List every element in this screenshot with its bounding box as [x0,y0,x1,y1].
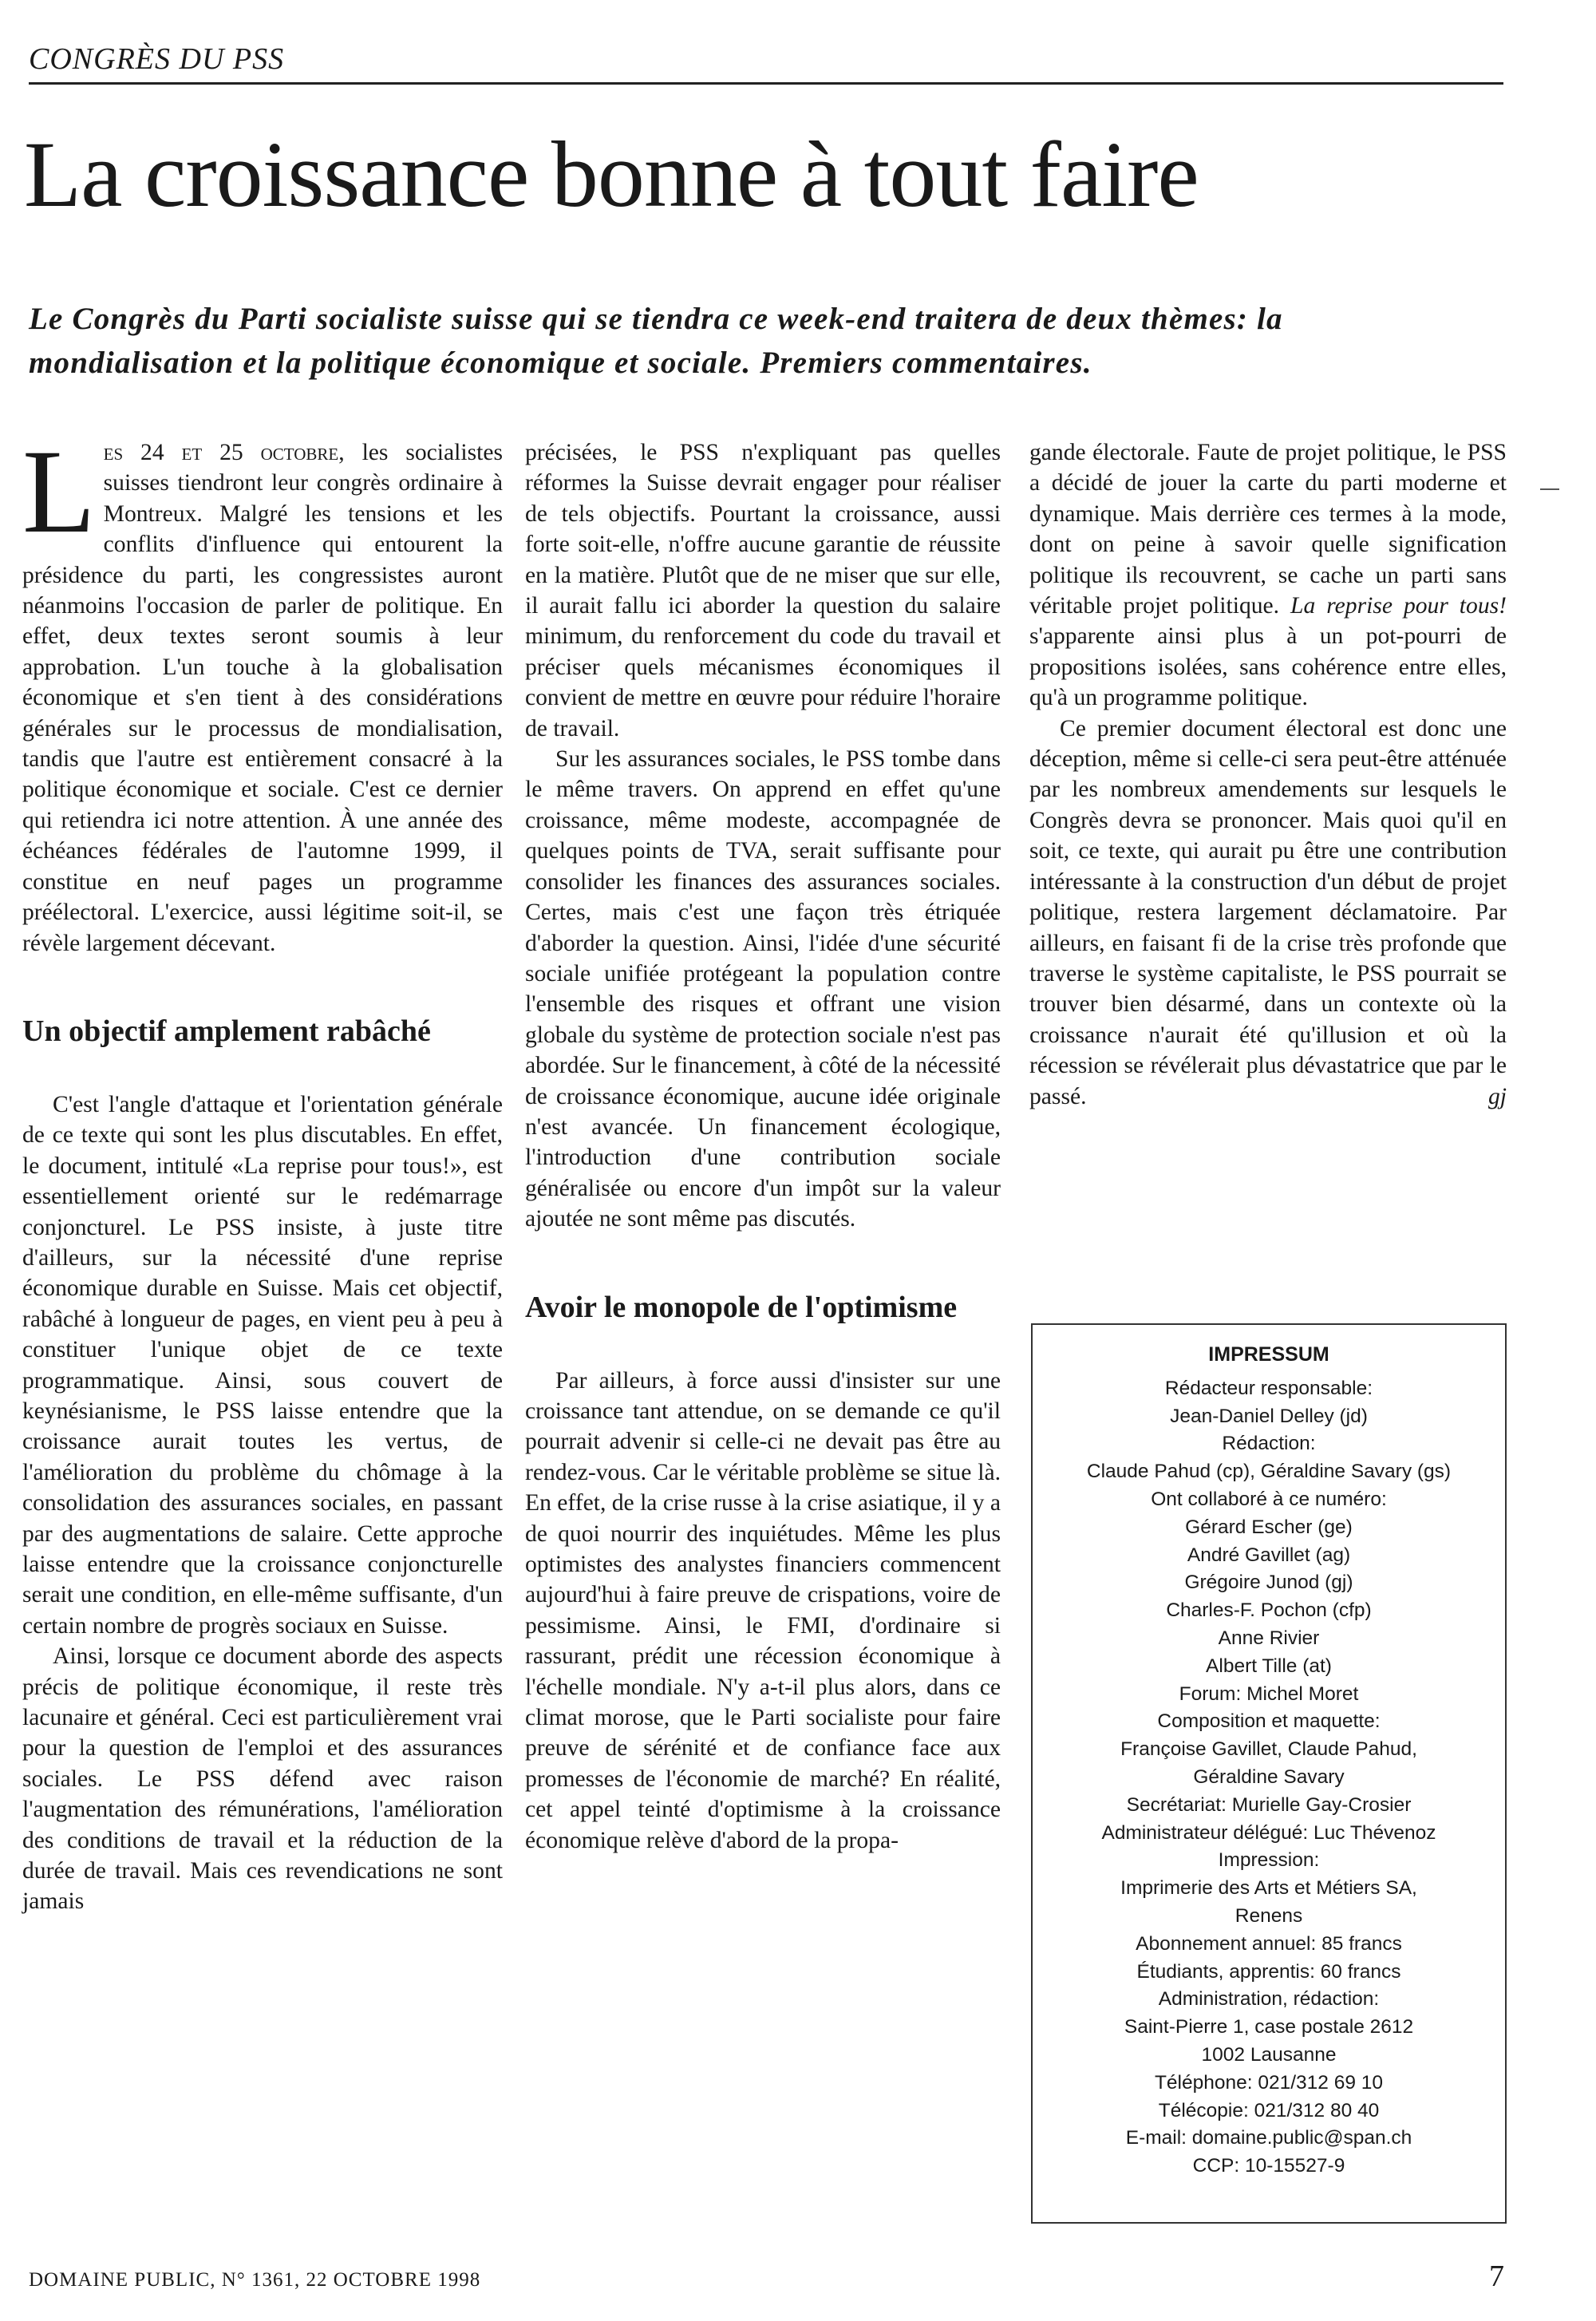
drop-cap: L [22,425,96,558]
author-signature: gj [1487,1083,1507,1109]
article-lead: Le Congrès du Parti socialiste suisse qui se tiendra ce week-end traitera de deux thèmes: la mondialisation et la politique économique et sociale. Premiers commentaires. [29,302,1283,380]
impressum-line: Françoise Gavillet, Claude Pahud, [1120,1738,1417,1761]
article-paragraph-1 [22,425,503,959]
impressum-email-line: E-mail: domaine.public@span.ch [1125,2127,1412,2149]
impressum-line: Secrétariat: Murielle Gay-Crosier [1126,1793,1412,1816]
impressum-line: André Gavillet (ag) [1187,1544,1351,1566]
impressum-box [1031,1323,1507,2224]
article-paragraph-3-continued: précisées, le PSS n'expliquant pas quelles réformes la Suisse devrait engager pour réaliser de tels objectifs. Pourtant la croissance, aussi forte soit-elle, n'offre aucune garantie de réussite en la matière. Plutôt que de ne miser que sur elle, il aurait fallu ici aborder la question du salaire minimum, du renforcement du code du travail et préciser quels mécanismes économiques il convient de mettre en œuvre pour réduire l'horaire de travail. [525,440,1001,741]
margin-mark [1540,488,1559,490]
rubric-divider [29,82,1503,85]
article-paragraph-2: C'est l'angle d'attaque et l'orientation générale de ce texte qui sont les plus discutables. En effet, le document, intitulé «La reprise pour tous!», est essentiellement orienté sur le redémarrage conjoncturel. Le PSS insiste, à juste titre d'ailleurs, sur la nécessité d'une reprise économique durable en Suisse. Mais cet objectif, rabâché à longueur de pages, en vient peu à peu à constituer l'unique objet de ce texte programmatique. Ainsi, sous couvert de keynésianisme, le PSS laisse entendre que la croissance aurait toutes les vertus, de l'amélioration du problème du chômage à la consolidation des assurances sociales, en passant par des augmentations de salaire. Cette approche laisse entendre que la croissance conjoncturelle serait une condition, en elle-même suffisante, d'un certain nombre de progrès sociaux en Suisse. [22,1091,503,1639]
document-title-italic: La reprise pour tous! [1290,593,1507,619]
subheading-objectif: Un objectif amplement rabâché [22,1014,431,1048]
paragraph-5-text-b: s'apparente ainsi plus à un pot-pourri de propositions isolées, sans cohérence entre elles, qu'à un programme politique. [1029,623,1507,711]
article-paragraph-5-continued [1029,437,1507,714]
article-paragraph-5: Par ailleurs, à force aussi d'insister sur une croissance tant attendue, on se demande ce qu'il pourrait advenir si celle-ci ne devait pas être au rendez-vous. Car le véritable problème se situe là. En effet, de la crise russe à la crise asiatique, il y a de quoi nourrir des inquiétudes. Même les plus optimistes des analystes financiers commencent aujourd'hui à faire preuve de crispations, voire de pessimisme. Ainsi, le FMI, d'ordinaire si rassurant, prédit une récession économique à l'échelle mondiale. N'y a-t-il plus alors, dans ce climat morose, que le Parti socialiste pour faire preuve de sérénité et de confiance face aux promesses de l'économie de marché? En réalité, cet appel teinté d'optimisme à la croissance économique relève d'abord de la propa- [525,1367,1001,1853]
article-column-1 [22,425,503,1917]
impressum-line: Grégoire Junod (gj) [1184,1572,1353,1594]
impressum-line: Composition et maquette: [1157,1710,1381,1733]
impressum-line: Abonnement annuel: 85 francs [1136,1932,1402,1955]
impressum-line: Saint-Pierre 1, case postale 2612 [1124,2016,1414,2038]
impressum-line: Forum: Michel Moret [1179,1682,1359,1705]
article-paragraph-4: Sur les assurances sociales, le PSS tombe dans le même travers. On apprend en effet qu'une croissance, même modeste, accompagnée de quelques points de TVA, serait suffisante pour consolider les finances des assurances sociales. Certes, mais c'est une façon très étriquée d'aborder la question. Ainsi, l'idée d'une sécurité sociale unifiée protégeant la population contre l'ensemble des risques et offrant une vision globale du système de protection sociale n'est pas abordée. Sur le financement, à côté de la nécessité de croissance économique, aucune idée originale n'est avancée. Un financement écologique, l'introduction d'une contribution sociale généralisée ou encore d'un impôt sur la valeur ajoutée ne sont même pas discutés. [525,746,1001,1232]
article-paragraph-6: Ce premier document électoral est donc une déception, même si celle-ci sera peut-être atténuée par les nombreux amendements sur lesquels le Congrès devra se prononcer. Mais quoi qu'il en soit, ce texte, qui aurait pu être une contribution intéressante à la construction d'un début de projet politique, restera largement déclamatoire. Par ailleurs, en faisant fi de la crise très profonde que traverse le système capitaliste, le PSS pourrait se trouver bien désarmé, dans un contexte où la croissance n'aurait été qu'illusion et où la récession se révélerait plus dévastatrice que par le passé. [1029,715,1507,1109]
impressum-line: Administrateur délégué: Luc Thévenoz [1101,1821,1436,1844]
impressum-line: CCP: 10-15527-9 [1192,2155,1345,2177]
impressum-title: IMPRESSUM [1208,1343,1329,1366]
impressum-line: Rédaction: [1222,1433,1316,1455]
impressum-line: Ont collaboré à ce numéro: [1151,1488,1387,1510]
impressum-line: Imprimerie des Arts et Métiers SA, [1120,1877,1417,1900]
article-column-3 [1029,437,1507,1112]
impressum-line: Renens [1235,1904,1303,1927]
impressum-line: 1002 Lausanne [1201,2043,1337,2066]
impressum-line: Albert Tille (at) [1206,1655,1332,1677]
impressum-line: Charles-F. Pochon (cfp) [1166,1599,1372,1622]
impressum-line: Télécopie: 021/312 80 40 [1158,2099,1380,2121]
impressum-line: Administration, rédaction: [1158,1988,1380,2011]
impressum-line: Rédacteur responsable: [1164,1377,1373,1399]
article-headline: La croissance bonne à tout faire [24,122,1199,227]
impressum-line: Claude Pahud (cp), Géraldine Savary (gs) [1086,1461,1452,1483]
impressum-line: Jean-Daniel Delley (jd) [1170,1405,1368,1427]
subheading-optimisme: Avoir le monopole de l'optimisme [525,1290,958,1324]
impressum-line: Géraldine Savary [1193,1765,1345,1788]
impressum-line: Gérard Escher (ge) [1185,1516,1353,1538]
impressum-line: Anne Rivier [1218,1627,1320,1649]
paragraph-5-text-a: gande électorale. Faute de projet politique, le PSS a décidé de jouer la carte du parti moderne et dynamique. Mais derrière ces termes à la mode, dont on peine à savoir quelle signification politique ils recouvrent, se cache un parti sans véritable projet politique. [1029,440,1507,619]
section-rubric: CONGRÈS DU PSS [29,42,285,76]
impressum-line: Impression: [1218,1849,1320,1872]
impressum-line: Étudiants, apprentis: 60 francs [1136,1960,1401,1983]
intro-smallcaps: es 24 et 25 octobre [103,440,339,465]
article-paragraph-3: Ainsi, lorsque ce document aborde des aspects précis de politique économique, il reste très lacunaire et général. Ceci est particulièrement vrai pour la question de l'emploi et des assurances sociales. Le PSS défend avec raison l'augmentation des rémunérations, l'amélioration des conditions de travail et la réduction de la durée de travail. Mais ces revendications ne sont jamais [22,1643,503,1915]
impressum-line: Téléphone: 021/312 69 10 [1154,2071,1384,2094]
paragraph-1-text: , les socialistes suisses tiendront leur congrès ordinaire à Montreux. Malgré les tensions et les conflits d'influence qui entourent la présidence du parti, les congressistes auront néanmoins l'occasion de parler de politique. En effet, deux textes seront soumis à leur approbation. L'un touche à la globalisation économique et s'en tient à des considérations générales sur le processus de mondialisation, tandis que l'autre est entièrement consacré à la politique économique et sociale. C'est ce dernier qui retiendra ici notre attention. À une année des échéances fédérales de l'automne 1999, il constitue en neuf pages un programme préélectoral. L'exercice, aussi légitime soit-il, se révèle largement décevant. [22,440,503,956]
footer-publication: DOMAINE PUBLIC, N° 1361, 22 OCTOBRE 1998 [29,2269,481,2291]
page-number: 7 [1489,2260,1504,2293]
article-column-2 [525,437,1001,1856]
